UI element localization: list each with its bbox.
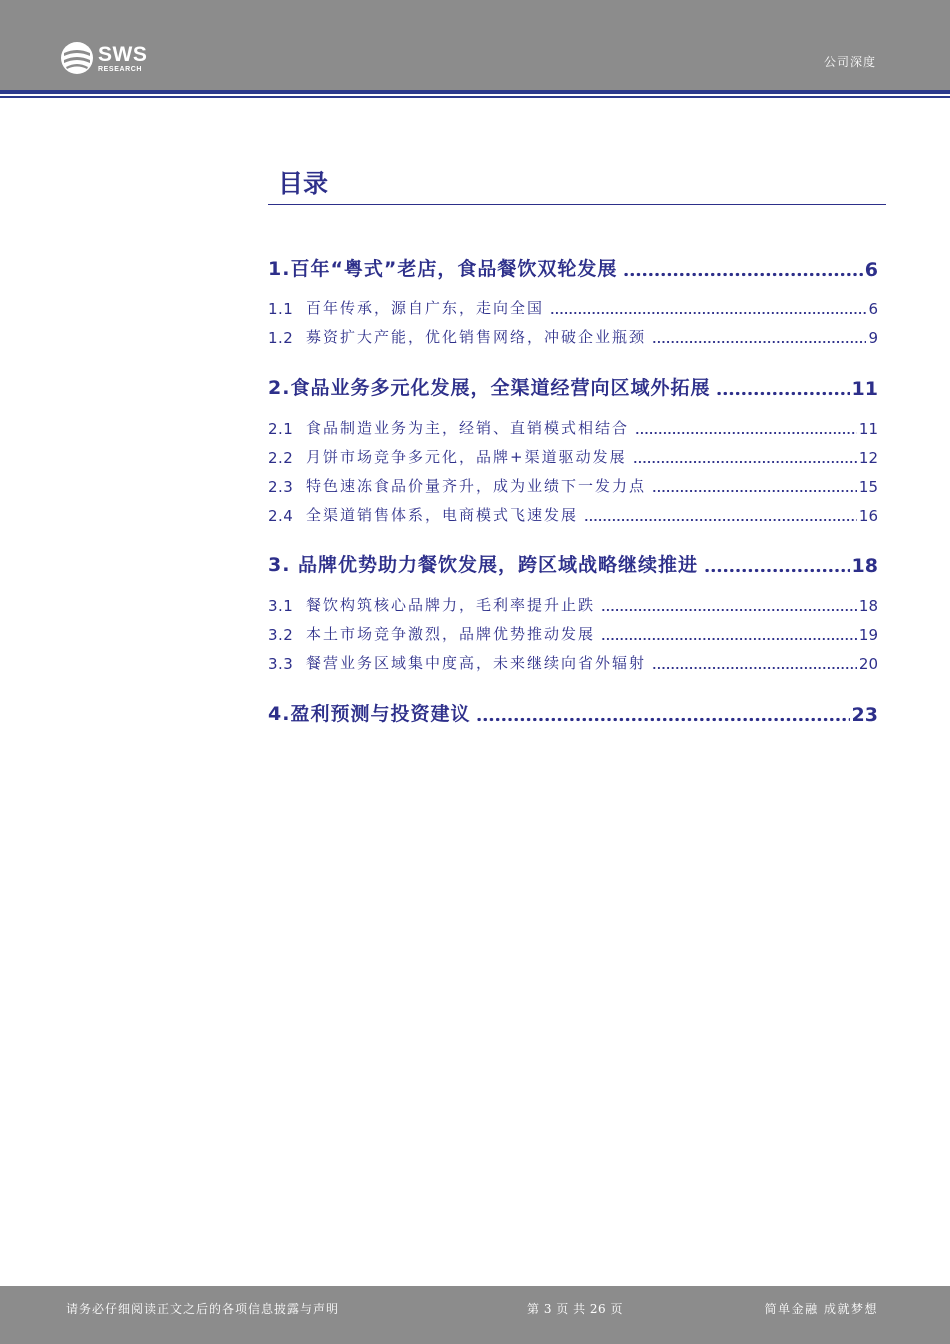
toc-entry-2-4[interactable] (268, 504, 878, 525)
toc-leader-dots (704, 559, 849, 573)
toc-entry-page: 12 (858, 449, 878, 467)
toc-entry-page: 16 (858, 507, 878, 525)
toc-entry-3-1[interactable] (268, 594, 878, 615)
toc-entry-3-3[interactable] (268, 652, 878, 673)
toc-entry-2-1[interactable] (268, 417, 878, 438)
toc-entry-number: 2.2 (268, 449, 294, 467)
footer-page-number: 第 3 页 共 26 页 (527, 1302, 623, 1316)
toc-entry-text: 1.百年“粤式”老店，食品餐饮双轮发展 (268, 258, 618, 280)
toc-entry-4[interactable] (268, 699, 878, 726)
toc-entry-text: 月饼市场竞争多元化，品牌+渠道驱动发展 (306, 448, 627, 466)
toc-leader-dots (601, 631, 857, 641)
toc-entry-page: 6 (864, 259, 878, 281)
sws-logo-icon (60, 41, 94, 75)
toc-entry-text: 百年传承，源自广东，走向全国 (306, 299, 545, 317)
toc-title-rule (268, 204, 886, 205)
document-type-label: 公司深度 (823, 55, 876, 69)
toc-entry-page: 11 (851, 378, 878, 400)
toc-entry-number: 2.3 (268, 478, 294, 496)
toc-leader-dots (633, 454, 857, 464)
logo-subtext: RESEARCH (98, 65, 143, 73)
sws-logo (60, 38, 147, 78)
toc-leader-dots (716, 382, 849, 396)
toc-title: 目录 (278, 169, 329, 198)
toc-entry-text: 2.食品业务多元化发展，全渠道经营向区域外拓展 (268, 377, 711, 399)
toc-entry-text: 4.盈利预测与投资建议 (268, 703, 471, 725)
toc-leader-dots (476, 708, 849, 722)
toc-entry-number: 3.1 (268, 597, 294, 615)
toc-entry-text: 全渠道销售体系，电商模式飞速发展 (306, 506, 579, 524)
toc-entry-1-2[interactable] (268, 326, 878, 347)
toc-leader-dots (652, 660, 857, 670)
footer-slogan: 简单金融 成就梦想 (764, 1302, 878, 1316)
toc-entry-page: 9 (868, 329, 878, 347)
toc-entry-page: 23 (851, 704, 878, 726)
header-rule-thin (0, 96, 950, 98)
toc-leader-dots (623, 263, 862, 277)
toc-entry-page: 11 (858, 420, 878, 438)
toc-entry-2-3[interactable] (268, 475, 878, 496)
toc-entry-number: 1.1 (268, 300, 294, 318)
toc-entry-3-2[interactable] (268, 623, 878, 644)
logo-wordmark: SWS (98, 42, 148, 66)
toc-leader-dots (652, 483, 857, 493)
page-footer (0, 1286, 950, 1344)
toc-entry-1-1[interactable] (268, 297, 878, 318)
toc-entry-page: 6 (868, 300, 878, 318)
toc-leader-dots (601, 602, 857, 612)
toc-entry-text: 餐营业务区域集中度高，未来继续向省外辐射 (306, 654, 647, 672)
toc-entry-1[interactable] (268, 254, 878, 281)
toc-entry-number: 3.2 (268, 626, 294, 644)
toc-leader-dots (652, 334, 866, 344)
toc-entry-page: 18 (858, 597, 878, 615)
toc-entry-2-2[interactable] (268, 446, 878, 467)
toc-leader-dots (635, 425, 857, 435)
toc-entry-number: 1.2 (268, 329, 294, 347)
toc-entry-page: 15 (858, 478, 878, 496)
toc-entry-text: 餐饮构筑核心品牌力，毛利率提升止跌 (306, 596, 596, 614)
toc-entry-number: 2.4 (268, 507, 294, 525)
toc-entry-text: 3. 品牌优势助力餐饮发展，跨区域战略继续推进 (268, 554, 699, 576)
toc-entry-3[interactable] (268, 550, 878, 577)
toc-entry-text: 食品制造业务为主，经销、直销模式相结合 (306, 419, 630, 437)
toc-entry-page: 18 (851, 555, 878, 577)
toc-leader-dots (584, 512, 857, 522)
footer-disclaimer: 请务必仔细阅读正文之后的各项信息披露与声明 (66, 1302, 340, 1316)
toc-entry-text: 本土市场竞争激烈，品牌优势推动发展 (306, 625, 596, 643)
toc-entry-number: 2.1 (268, 420, 294, 438)
toc-entry-page: 20 (858, 655, 878, 673)
toc-entry-number: 3.3 (268, 655, 294, 673)
toc-leader-dots (550, 305, 866, 315)
page-header (0, 0, 950, 90)
toc-entry-text: 特色速冻食品价量齐升，成为业绩下一发力点 (306, 477, 647, 495)
header-rule-thick (0, 90, 950, 94)
toc-entry-page: 19 (858, 626, 878, 644)
toc-entry-text: 募资扩大产能，优化销售网络，冲破企业瓶颈 (306, 328, 647, 346)
toc-entry-2[interactable] (268, 373, 878, 400)
